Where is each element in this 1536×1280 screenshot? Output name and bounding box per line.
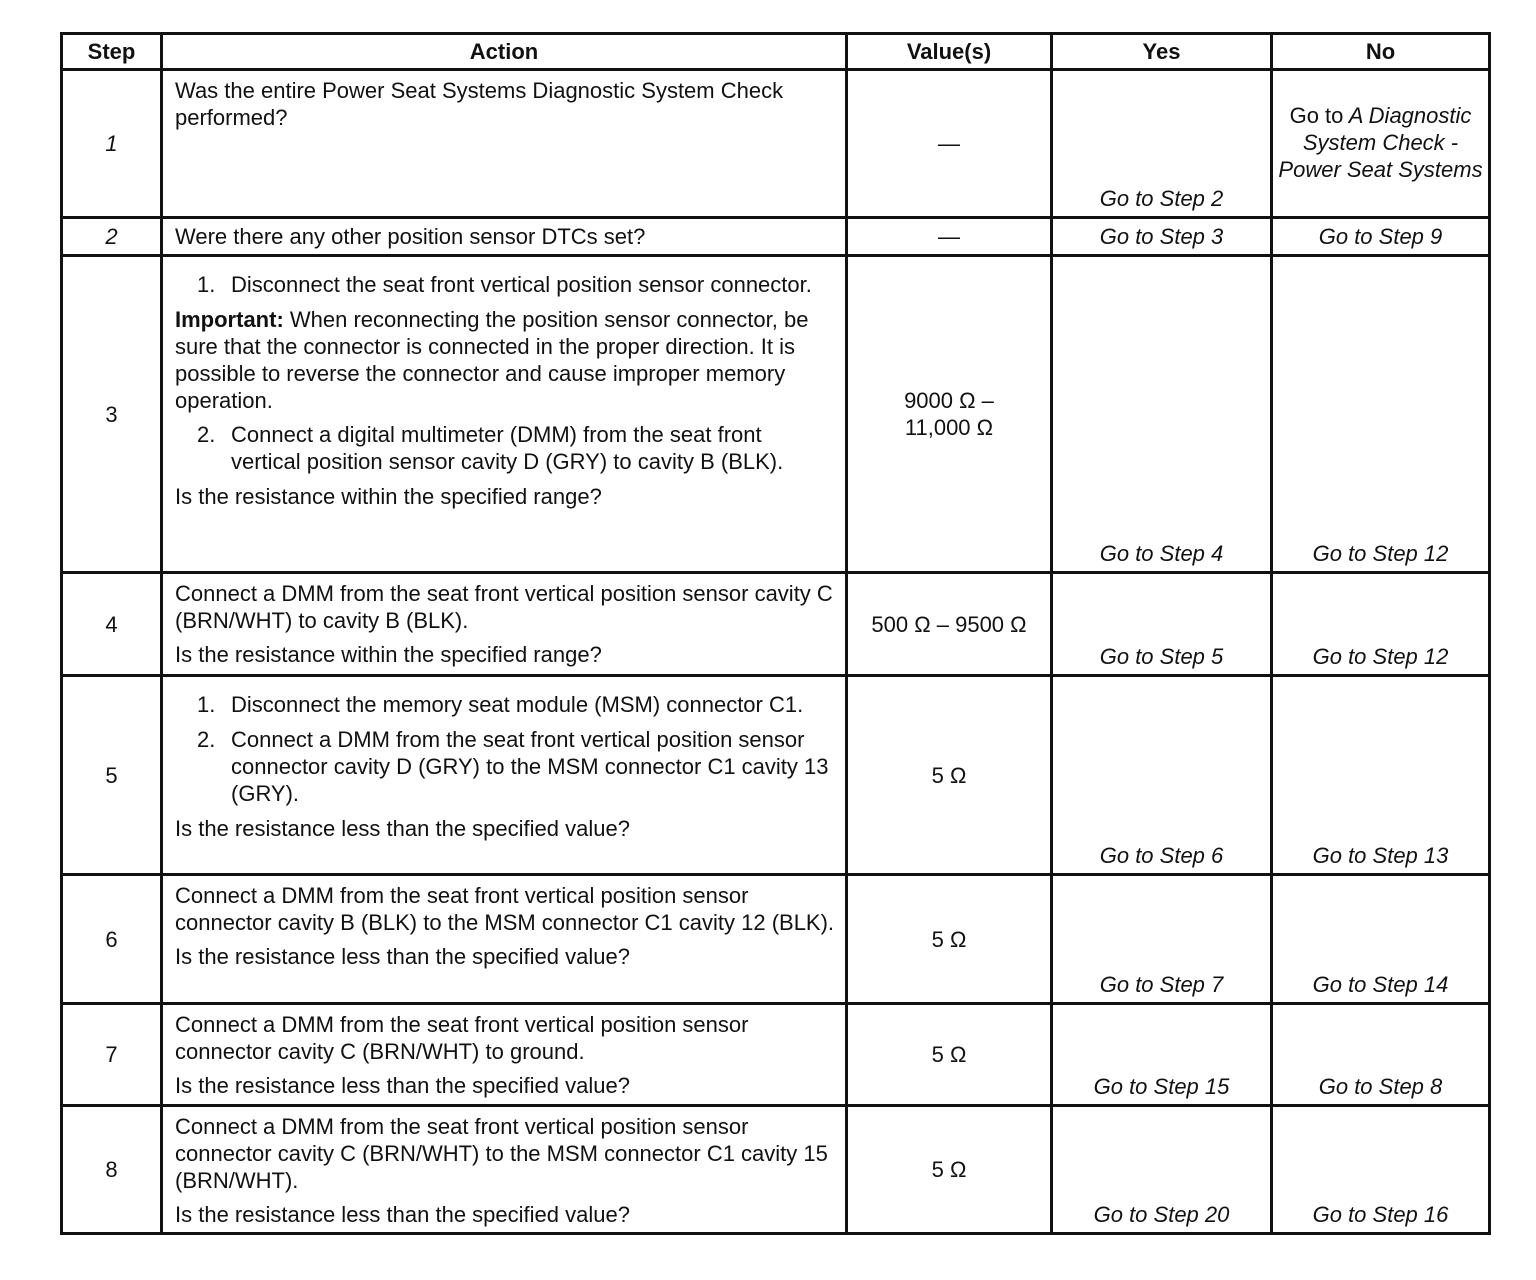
table-row [62, 573, 1490, 676]
list-item [197, 421, 837, 475]
no-cell: Go to Step 12 [1272, 256, 1490, 573]
no-prefix: Go to [1289, 103, 1344, 128]
no-cell: Go to Step 12 [1272, 573, 1490, 676]
step-number: 7 [62, 1004, 162, 1106]
step-number: 3 [62, 256, 162, 573]
yes-cell: Go to Step 3 [1052, 218, 1272, 256]
question-text: Is the resistance within the specified range? [175, 642, 602, 667]
value-cell: — [847, 218, 1052, 256]
table-row [62, 1106, 1490, 1234]
header-yes: Yes [1052, 34, 1272, 70]
step-number: 5 [62, 676, 162, 875]
action-cell [162, 1004, 847, 1106]
action-text: Connect a DMM from the seat front vertical position sensor connector cavity B (BLK) to the MSM connector C1 cavity 12 (BLK). [175, 883, 835, 935]
action-text: Were there any other position sensor DTCs set? [175, 224, 646, 249]
no-reference: A Diagnostic System Check - Power Seat Systems [1278, 103, 1483, 182]
important-note [175, 306, 837, 414]
no-cell: Go to Step 16 [1272, 1106, 1490, 1234]
no-cell [1272, 70, 1490, 218]
value-cell: 5 Ω [847, 1106, 1052, 1234]
value-line: 11,000 Ω [904, 415, 994, 440]
diagnostic-table [60, 32, 1491, 1235]
action-cell [162, 1106, 847, 1234]
value-cell: 5 Ω [847, 875, 1052, 1004]
value-cell: 5 Ω [847, 1004, 1052, 1106]
yes-cell: Go to Step 2 [1052, 70, 1272, 218]
value-line: 9000 Ω – [904, 388, 994, 413]
step-number: 6 [62, 875, 162, 1004]
action-cell [162, 218, 847, 256]
action-cell [162, 573, 847, 676]
action-text: Connect a DMM from the seat front vertical position sensor connector cavity C (BRN/WHT) to the MSM connector C1 cavity 15 (BRN/WHT). [175, 1114, 828, 1193]
action-cell [162, 676, 847, 875]
item-text: Connect a digital multimeter (DMM) from the seat front vertical position sensor cavity D (GRY) to cavity B (BLK). [231, 422, 784, 474]
no-cell: Go to Step 13 [1272, 676, 1490, 875]
item-text: Disconnect the seat front vertical position sensor connector. [231, 272, 812, 297]
list-item [197, 691, 837, 718]
no-cell: Go to Step 9 [1272, 218, 1490, 256]
value-cell: 5 Ω [847, 676, 1052, 875]
step-number: 4 [62, 573, 162, 676]
question-text: Is the resistance less than the specified value? [175, 816, 630, 841]
step-number: 2 [62, 218, 162, 256]
header-values: Value(s) [847, 34, 1052, 70]
no-cell: Go to Step 14 [1272, 875, 1490, 1004]
question-text: Is the resistance within the specified range? [175, 484, 602, 509]
step-number: 8 [62, 1106, 162, 1234]
yes-cell: Go to Step 20 [1052, 1106, 1272, 1234]
table-row [62, 1004, 1490, 1106]
yes-cell: Go to Step 4 [1052, 256, 1272, 573]
table-row [62, 70, 1490, 218]
item-text: Disconnect the memory seat module (MSM) connector C1. [231, 692, 804, 717]
item-number: 2. [197, 422, 216, 447]
important-text: When reconnecting the position sensor connector, be sure that the connector is connected in the proper direction. It is possible to reverse the connector and cause improper memory operation. [175, 307, 809, 413]
header-action: Action [162, 34, 847, 70]
item-text: Connect a DMM from the seat front vertical position sensor connector cavity D (GRY) to the MSM connector C1 cavity 13 (GRY). [231, 727, 829, 806]
table-row [62, 676, 1490, 875]
value-cell: — [847, 70, 1052, 218]
action-cell [162, 70, 847, 218]
item-number: 2. [197, 727, 216, 752]
list-item [197, 726, 837, 807]
yes-cell: Go to Step 6 [1052, 676, 1272, 875]
table-row [62, 218, 1490, 256]
step-number: 1 [62, 70, 162, 218]
question-text: Is the resistance less than the specified value? [175, 1202, 630, 1227]
header-row [62, 34, 1490, 70]
question-text: Is the resistance less than the specified value? [175, 944, 630, 969]
action-text: Connect a DMM from the seat front vertical position sensor cavity C (BRN/WHT) to cavity B (BLK). [175, 581, 833, 633]
action-cell [162, 875, 847, 1004]
table-row [62, 256, 1490, 573]
value-cell [847, 256, 1052, 573]
no-cell: Go to Step 8 [1272, 1004, 1490, 1106]
action-text: Connect a DMM from the seat front vertical position sensor connector cavity C (BRN/WHT) to ground. [175, 1012, 749, 1064]
yes-cell: Go to Step 5 [1052, 573, 1272, 676]
item-number: 1. [197, 692, 216, 717]
question-text: Is the resistance less than the specified value? [175, 1073, 630, 1098]
header-step: Step [62, 34, 162, 70]
value-cell: 500 Ω – 9500 Ω [847, 573, 1052, 676]
header-no: No [1272, 34, 1490, 70]
important-label: Important: [175, 307, 284, 332]
table-row [62, 875, 1490, 1004]
list-item [197, 271, 837, 298]
yes-cell: Go to Step 7 [1052, 875, 1272, 1004]
action-text: Was the entire Power Seat Systems Diagnostic System Check performed? [175, 78, 784, 130]
action-cell [162, 256, 847, 573]
yes-cell: Go to Step 15 [1052, 1004, 1272, 1106]
item-number: 1. [197, 272, 216, 297]
